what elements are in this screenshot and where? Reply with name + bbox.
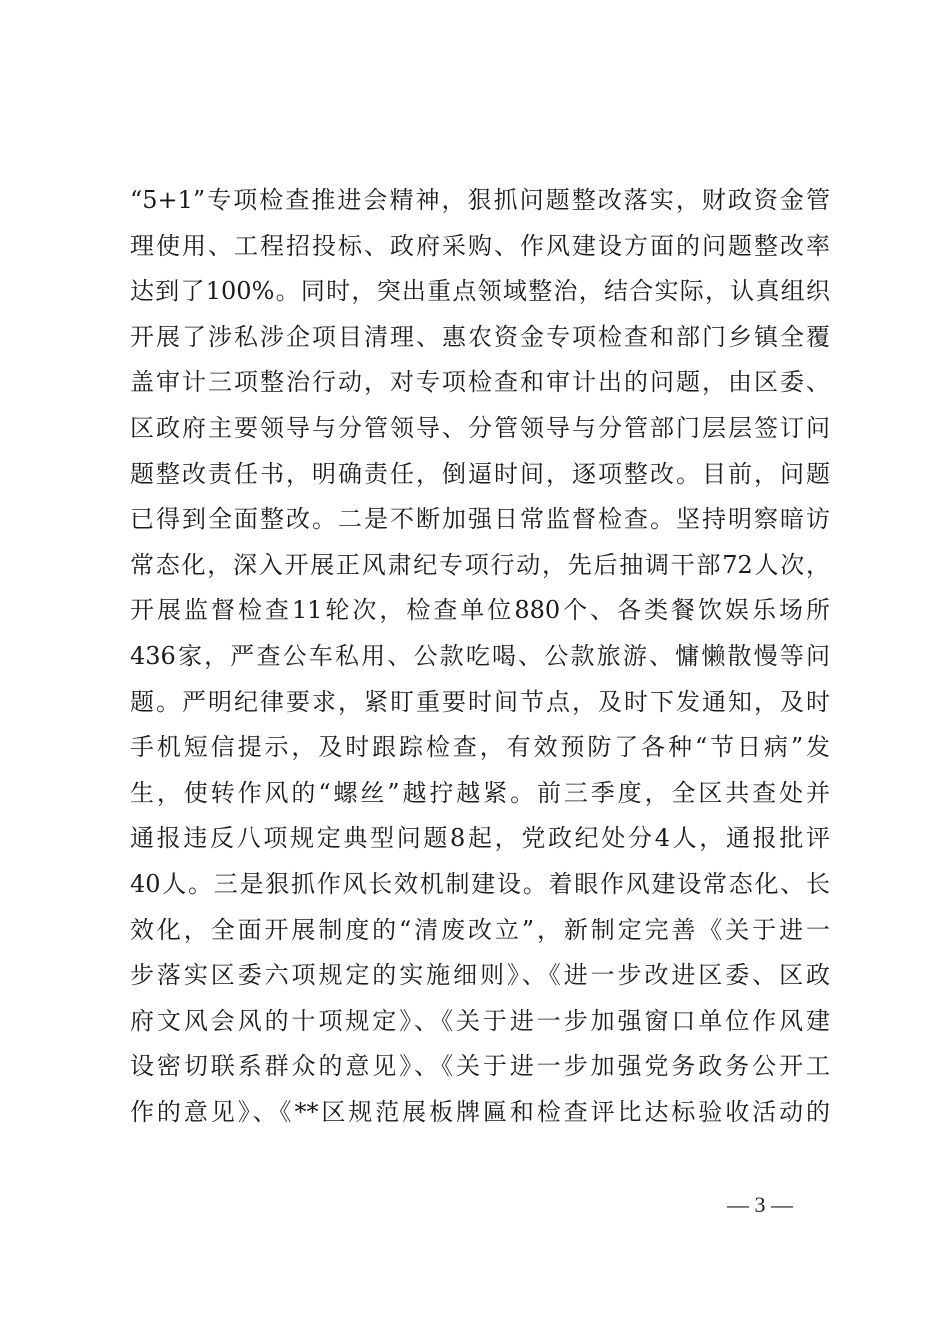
text-line: 作的意见》、《**区规范展板牌匾和检查评比达标验收活动的 (130, 1097, 830, 1126)
text-line: 题。严明纪律要求，紧盯重要时间节点，及时下发通知，及时 (130, 687, 830, 716)
text-line: 436家，严查公车私用、公款吃喝、公款旅游、慵懒散慢等问 (130, 641, 830, 670)
page-number: — 3 — (727, 1192, 793, 1217)
text-line: 生，使转作风的“螺丝”越拧越紧。前三季度，全区共查处并 (130, 778, 830, 807)
text-line: 开展了涉私涉企项目清理、惠农资金专项检查和部门乡镇全覆 (130, 322, 830, 351)
text-line: 府文风会风的十项规定》、《关于进一步加强窗口单位作风建 (130, 1006, 830, 1035)
text-line: “5+1”专项检查推进会精神，狠抓问题整改落实，财政资金管 (130, 186, 830, 214)
text-line: 步落实区委六项规定的实施细则》、《进一步改进区委、区政 (130, 961, 830, 990)
text-line: 盖审计三项整治行动，对专项检查和审计出的问题，由区委、 (130, 368, 830, 397)
text-line: 开展监督检查11轮次，检查单位880个、各类餐饮娱乐场所 (130, 596, 830, 625)
text-line: 题整改责任书，明确责任，倒逼时间，逐项整改。目前，问题 (130, 459, 830, 488)
text-line: 常态化，深入开展正风肃纪专项行动，先后抽调干部72人次， (130, 550, 830, 579)
text-line: 40人。三是狠抓作风长效机制建设。着眼作风建设常态化、长 (130, 869, 830, 898)
text-line: 已得到全面整改。二是不断加强日常监督检查。坚持明察暗访 (130, 505, 830, 534)
text-line: 达到了100%。同时，突出重点领域整治，结合实际，认真组织 (130, 277, 830, 306)
text-line: 通报违反八项规定典型问题8起，党政纪处分4人，通报批评 (130, 824, 830, 853)
text-line: 理使用、工程招投标、政府采购、作风建设方面的问题整改率 (130, 231, 830, 260)
text-line: 效化，全面开展制度的“清废改立”，新制定完善《关于进一 (130, 915, 830, 944)
body-paragraph (130, 178, 830, 1135)
text-line: 区政府主要领导与分管领导、分管领导与分管部门层层签订问 (130, 413, 830, 442)
text-line: 手机短信提示，及时跟踪检查，有效预防了各种“节日病”发 (130, 733, 830, 762)
text-line: 设密切联系群众的意见》、《关于进一步加强党务政务公开工 (130, 1052, 830, 1081)
